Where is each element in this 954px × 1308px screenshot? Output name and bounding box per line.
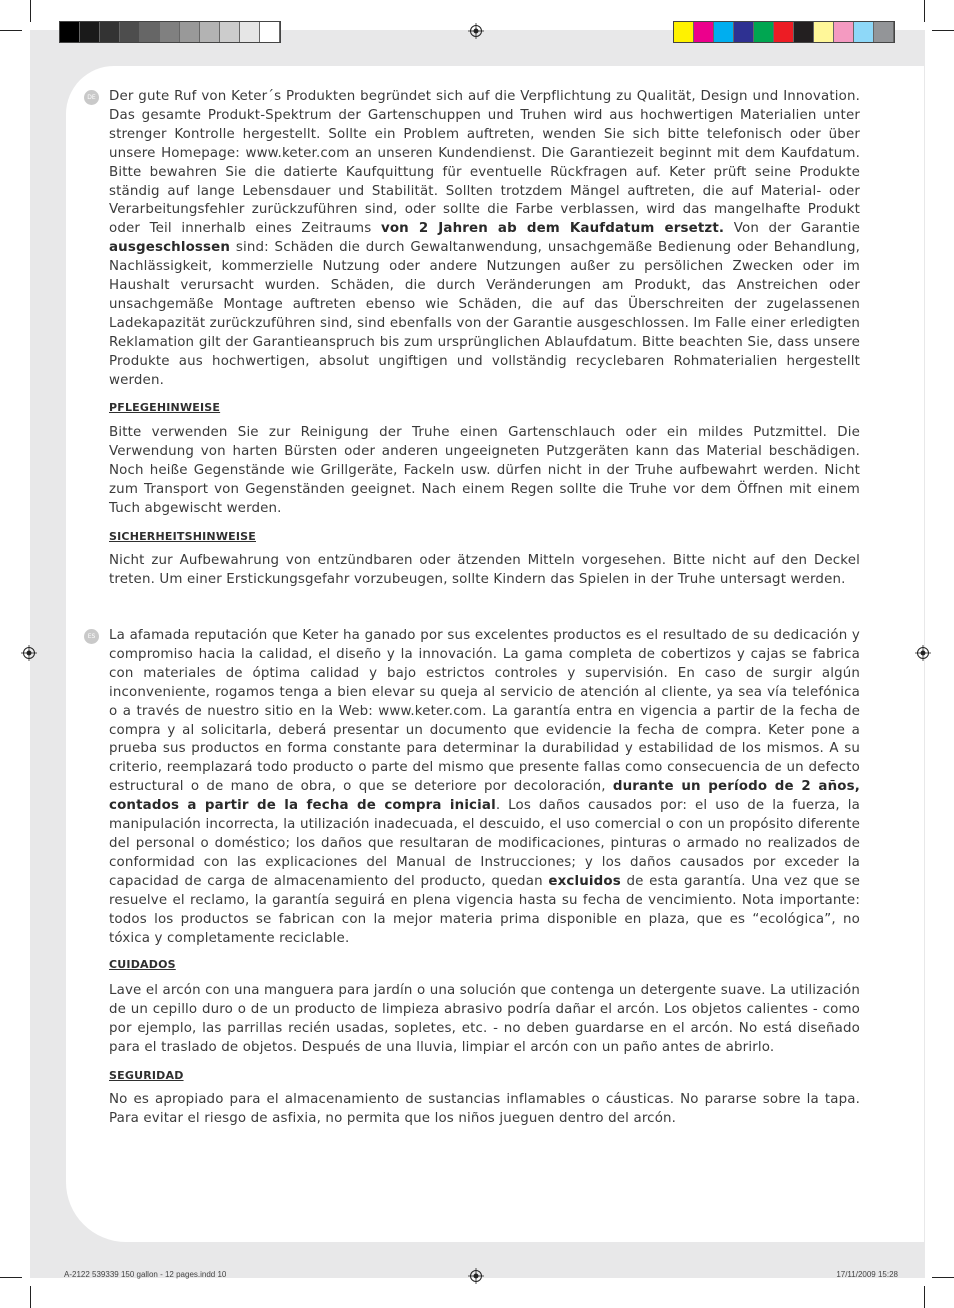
safety-heading-es: SEGURIDAD bbox=[109, 1068, 184, 1082]
process-color-bar bbox=[673, 21, 895, 43]
language-badge-es: ES bbox=[84, 629, 99, 644]
warranty-es-bold-run: durante un período de 2 años, contados a partir de la fecha de compra inicial bbox=[109, 779, 861, 814]
warranty-es-text-run: de esta garantía. Una vez que se resuelve el reclamo, la garantía seguirá en plena vigencia hasta su fecha de vencimiento. Nota importante: todos los productos se fabrican con la mejor materia prima disponible en plaza, que es “ecológica”, no tóxica y completamente reciclable. bbox=[109, 873, 860, 946]
warranty-de-text-run: Der gute Ruf von Keter´s Produkten begründet sich auf die Verpflichtung zu Qualität, Design und Innovation. Das gesamte Produkt-Spektrum der Gartenschuppen und Truhen wird aus hochwertigen Materialien unter strenger Kontrolle hergestellt. Sollte ein Problem auftreten, wenden Sie sich bitte telefonisch oder über unsere Homepage: www.keter.com an unseren Kundendienst. Die Garantiezeit beginnt mit dem Kaufdatum. Bitte bewahren Sie die datierte Kaufquittung für eventuelle Rückfragen auf. Keter prüft seine Produkte ständig auf lange Lebensdauer und Stabilität. Sollten trotzdem Mängel auftreten, die auf Material- oder Verarbeitungsfehler zurückzuführen sind, oder sollte die Farbe verblassen, wird das mangelhafte Produkt oder Teil innerhalb eines Zeitraums bbox=[109, 89, 860, 237]
color-swatch bbox=[674, 22, 694, 42]
registration-mark-icon bbox=[915, 645, 931, 661]
color-swatch bbox=[854, 22, 874, 42]
german-section bbox=[109, 88, 860, 590]
color-swatch bbox=[814, 22, 834, 42]
color-swatch bbox=[140, 22, 160, 42]
color-swatch bbox=[694, 22, 714, 42]
safety-heading-de: SICHERHEITSHINWEISE bbox=[109, 529, 256, 543]
crop-mark bbox=[0, 1277, 22, 1278]
color-swatch bbox=[260, 22, 280, 42]
registration-mark-icon bbox=[468, 1268, 484, 1284]
crop-mark bbox=[932, 1277, 954, 1278]
warranty-de-text-run: sind: Schäden die durch Gewaltanwendung, unsachgemäße Bedienung oder Behandlung, Nachlässigkeit, kommerzielle Nutzung oder andere Nutzungen außer zu persölichen Zwecken oder im Haushalt verursacht wurden. Schäden, die durch Veränderungen am Produkt, das Anstreichen oder unsachgemäße Montage auftreten ebenso wie Schäden, die auf das Überschreiten der zugelassenen Ladekapazität zurückzuführen sind, sind ebenfalls von der Garantie ausgeschlossen. Im Falle einer erledigten Reklamation gilt der Garantieanspruch bis zum ursprünglichen Ablaufdatum. Bitte beachten Sie, dass unsere Produkte aus hochwertigen, absolut ungiftigen und vollständig recyclebaren Rohmaterialien hergestellt werden. bbox=[109, 240, 860, 388]
crop-mark bbox=[924, 1286, 925, 1308]
crop-mark bbox=[924, 0, 925, 22]
crop-mark bbox=[0, 30, 22, 31]
warranty-de-bold-run: von 2 Jahren ab dem Kaufdatum ersetzt. bbox=[380, 221, 725, 237]
grayscale-color-bar bbox=[59, 21, 281, 43]
crop-mark bbox=[30, 0, 31, 22]
color-swatch bbox=[774, 22, 794, 42]
warranty-es-text-run: La afamada reputación que Keter ha ganado por sus excelentes productos es el resultado de su dedicación y compromiso hacia la calidad, el diseño y la innovación. La gama completa de cobertizos y cajas se fabrica con materiales de óptima calidad y bajo estrictos controles y supervisión. En caso de surgir algún inconveniente, rogamos tenga a bien elevar su queja al servicio de atención al cliente, ya sea vía telefónica o a través de nuestro sitio en la Web: www.keter.com. La garantía entra en vigencia a partir de la fecha de compra y al solicitarla, deberá presentar un documento que evidencie la fecha de compra. Keter pone a prueba sus productos en forma constante para determinar la durabilidad y estabilidad de los mismos. A su criterio, reemplazará todo producto o parte del mismo que presente fallas como consecuencia de un defecto estructural o de mano de obra, o que se deteriore por decoloración, bbox=[109, 628, 860, 795]
care-paragraph-de: Bitte verwenden Sie zur Reinigung der Truhe einen Gartenschlauch oder ein mildes Putzmittel. Die Verwendung von harten Bürsten oder anderen ungeeigneten Putzgeräten kann das Material beschädigen. Noch heiße Gegenstände wie Grillgeräte, Fackeln usw. dürfen nicht in der Truhe aufbewahrt werden. Nicht zum Transport von Gegenständen geeignet. Nach einem Regen sollte die Truhe vor dem Öffnen mit einem Tuch abgewischt werden. bbox=[109, 425, 860, 517]
safety-paragraph-es: No es apropiado para el almacenamiento de sustancias inflamables o cáusticas. No pararse sobre la tapa. Para evitar el riesgo de asfixia, no permita que los niños jueguen dentro del arcón. bbox=[109, 1091, 860, 1126]
color-swatch bbox=[60, 22, 80, 42]
registration-mark-icon bbox=[21, 645, 37, 661]
safety-paragraph-de: Nicht zur Aufbewahrung von entzündbaren oder ätzenden Mitteln vorgesehen. Bitte nicht auf den Deckel treten. Um einer Erstickungsgefahr vorzubeugen, sollte Kindern das Spielen in der Truhe untersagt werden. bbox=[109, 552, 860, 587]
color-swatch bbox=[874, 22, 894, 42]
warranty-de-bold-run: ausgeschlossen bbox=[109, 240, 231, 256]
color-swatch bbox=[734, 22, 754, 42]
color-swatch bbox=[120, 22, 140, 42]
color-swatch bbox=[200, 22, 220, 42]
care-heading-de: PFLEGEHINWEISE bbox=[109, 400, 221, 414]
color-swatch bbox=[240, 22, 260, 42]
color-swatch bbox=[100, 22, 120, 42]
warranty-es-text-run: . Los daños causados por: el uso de la fuerza, la manipulación incorrecta, la utilización inadecuada, el descuido, el uso comercial o con un propósito diferente del personal o doméstico; los daños que resultaran de modificaciones, pinturas o armado no realizados de conformidad con las explicaciones del Manual de Instrucciones; y los daños causados por exceder la capacidad de carga de almacenamiento del producto, quedan bbox=[109, 798, 860, 889]
color-swatch bbox=[834, 22, 854, 42]
warranty-paragraph-es bbox=[109, 627, 860, 948]
warranty-es-bold-run: excluidos bbox=[548, 873, 621, 889]
warranty-paragraph-de bbox=[109, 88, 860, 391]
color-swatch bbox=[220, 22, 240, 42]
color-swatch bbox=[160, 22, 180, 42]
warranty-de-text-run: Von der Garantie bbox=[724, 221, 860, 237]
color-swatch bbox=[794, 22, 814, 42]
care-heading-es: CUIDADOS bbox=[109, 958, 176, 972]
color-swatch bbox=[714, 22, 734, 42]
color-swatch bbox=[754, 22, 774, 42]
footer-date: 17/11/2009 15:28 bbox=[836, 1270, 898, 1279]
footer-file-name: A-2122 539339 150 gallon - 12 pages.indd 10 bbox=[64, 1270, 227, 1279]
registration-mark-icon bbox=[468, 23, 484, 39]
crop-mark bbox=[932, 30, 954, 31]
color-swatch bbox=[80, 22, 100, 42]
care-paragraph-es: Lave el arcón con una manguera para jardín o una solución que contenga un detergente suave. La utilización de un cepillo duro o de un producto de limpieza abrasivo podría dañar el arcón. Los objetos calientes - como por ejemplo, las parrillas recién usadas, sopletes, etc. - no deben guardarse en el arcón. No está diseñado para el traslado de objetos. Después de una lluvia, limpiar el arcón con un paño antes de abrirlo. bbox=[109, 983, 861, 1056]
language-badge-de: DE bbox=[84, 90, 99, 105]
color-swatch bbox=[180, 22, 200, 42]
crop-mark bbox=[30, 1286, 31, 1308]
spanish-section bbox=[109, 627, 860, 1129]
